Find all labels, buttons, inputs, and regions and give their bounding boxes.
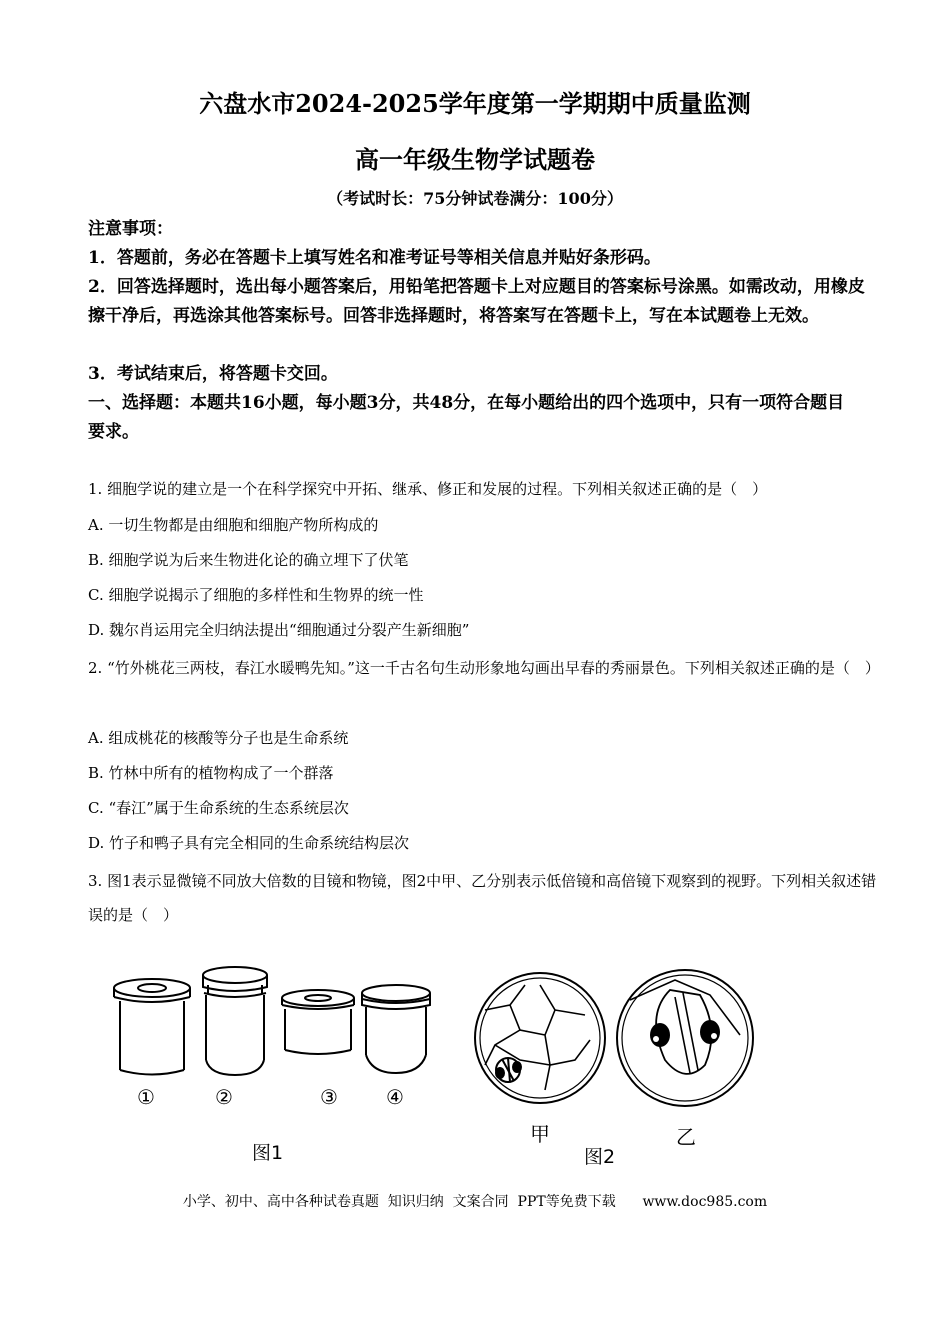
view-label-jia: 甲 <box>530 1122 550 1146</box>
question-stem: 1. 细胞学说的建立是一个在科学探究中开拓、继承、修正和发展的过程。下列相关叙述正确的是（ ） <box>88 480 768 498</box>
question-option: D. 竹子和鸭子具有完全相同的生命系统结构层次 <box>88 834 410 852</box>
fig1-caption: 图1 <box>252 1142 284 1164</box>
notice-heading: 注意事项： <box>88 219 173 239</box>
objective-lens-4 <box>362 985 430 1073</box>
lens-label-2: ② <box>215 1085 233 1109</box>
notice-item: 1．答题前，务必在答题卡上填写姓名和准考证号等相关信息并贴好条形码。 <box>88 248 661 268</box>
question-option: C. “春江”属于生命系统的生态系统层次 <box>88 799 349 817</box>
microscope-figure <box>100 955 820 1170</box>
exam-info: （考试时长：75分钟试卷满分：100分） <box>327 189 623 208</box>
objective-lens-2 <box>203 967 267 1075</box>
high-power-view <box>617 970 753 1106</box>
section-heading-text: 一、选择题：本题共16小题，每小题3分，共48分，在每小题给出的四个选项中，只有一项符合题目 <box>88 393 845 413</box>
eyepiece-lens-1 <box>114 979 190 1075</box>
exam-title: 六盘水市2024-2025学年度第一学期期中质量监测 <box>199 89 751 118</box>
low-power-view <box>475 973 605 1103</box>
fig2-caption: 图2 <box>584 1146 616 1168</box>
view-label-yi: 乙 <box>676 1125 696 1149</box>
section-heading-cont: 要求。 <box>88 422 139 442</box>
figure-area <box>100 955 820 1170</box>
section-heading <box>88 389 873 447</box>
question-stem: 2. “竹外桃花三两枝，春江水暖鸭先知。”这一千古名句生动形象地勾画出早春的秀丽景色。下列相关叙述正确的是（ ） <box>88 659 880 677</box>
question-option: B. 竹林中所有的植物构成了一个群落 <box>88 764 334 782</box>
footer-text: 小学、初中、高中各种试卷真题 知识归纳 文案合同 PPT等免费下载 www.doc985.com <box>182 1194 768 1210</box>
exam-subtitle: 高一年级生物学试题卷 <box>355 145 595 174</box>
question-option: A. 组成桃花的核酸等分子也是生命系统 <box>88 729 349 747</box>
notice-item: 3．考试结束后，将答题卡交回。 <box>88 364 338 384</box>
eyepiece-lens-3 <box>282 990 354 1054</box>
notice-item: 2．回答选择题时，选出每小题答案后，用铅笔把答题卡上对应题目的答案标号涂黑。如需改动，用橡皮擦干净后，再选涂其他答案标号。回答非选择题时，将答案写在答题卡上，写在本试题卷上无效。 <box>88 277 865 326</box>
question-option: D. 魏尔肖运用完全归纳法提出“细胞通过分裂产生新细胞” <box>88 621 470 639</box>
lens-label-4: ④ <box>386 1085 404 1109</box>
lens-label-3: ③ <box>320 1085 338 1109</box>
question-option: A. 一切生物都是由细胞和细胞产物所构成的 <box>88 516 379 534</box>
question-stem: 3. 图1表示显微镜不同放大倍数的目镜和物镜，图2中甲、乙分别表示低倍镜和高倍镜下观察到的视野。下列相关叙述错误的是（ ） <box>88 872 877 924</box>
question-option: C. 细胞学说揭示了细胞的多样性和生物界的统一性 <box>88 586 424 604</box>
question-option: B. 细胞学说为后来生物进化论的确立埋下了伏笔 <box>88 551 409 569</box>
lens-label-1: ① <box>137 1085 155 1109</box>
